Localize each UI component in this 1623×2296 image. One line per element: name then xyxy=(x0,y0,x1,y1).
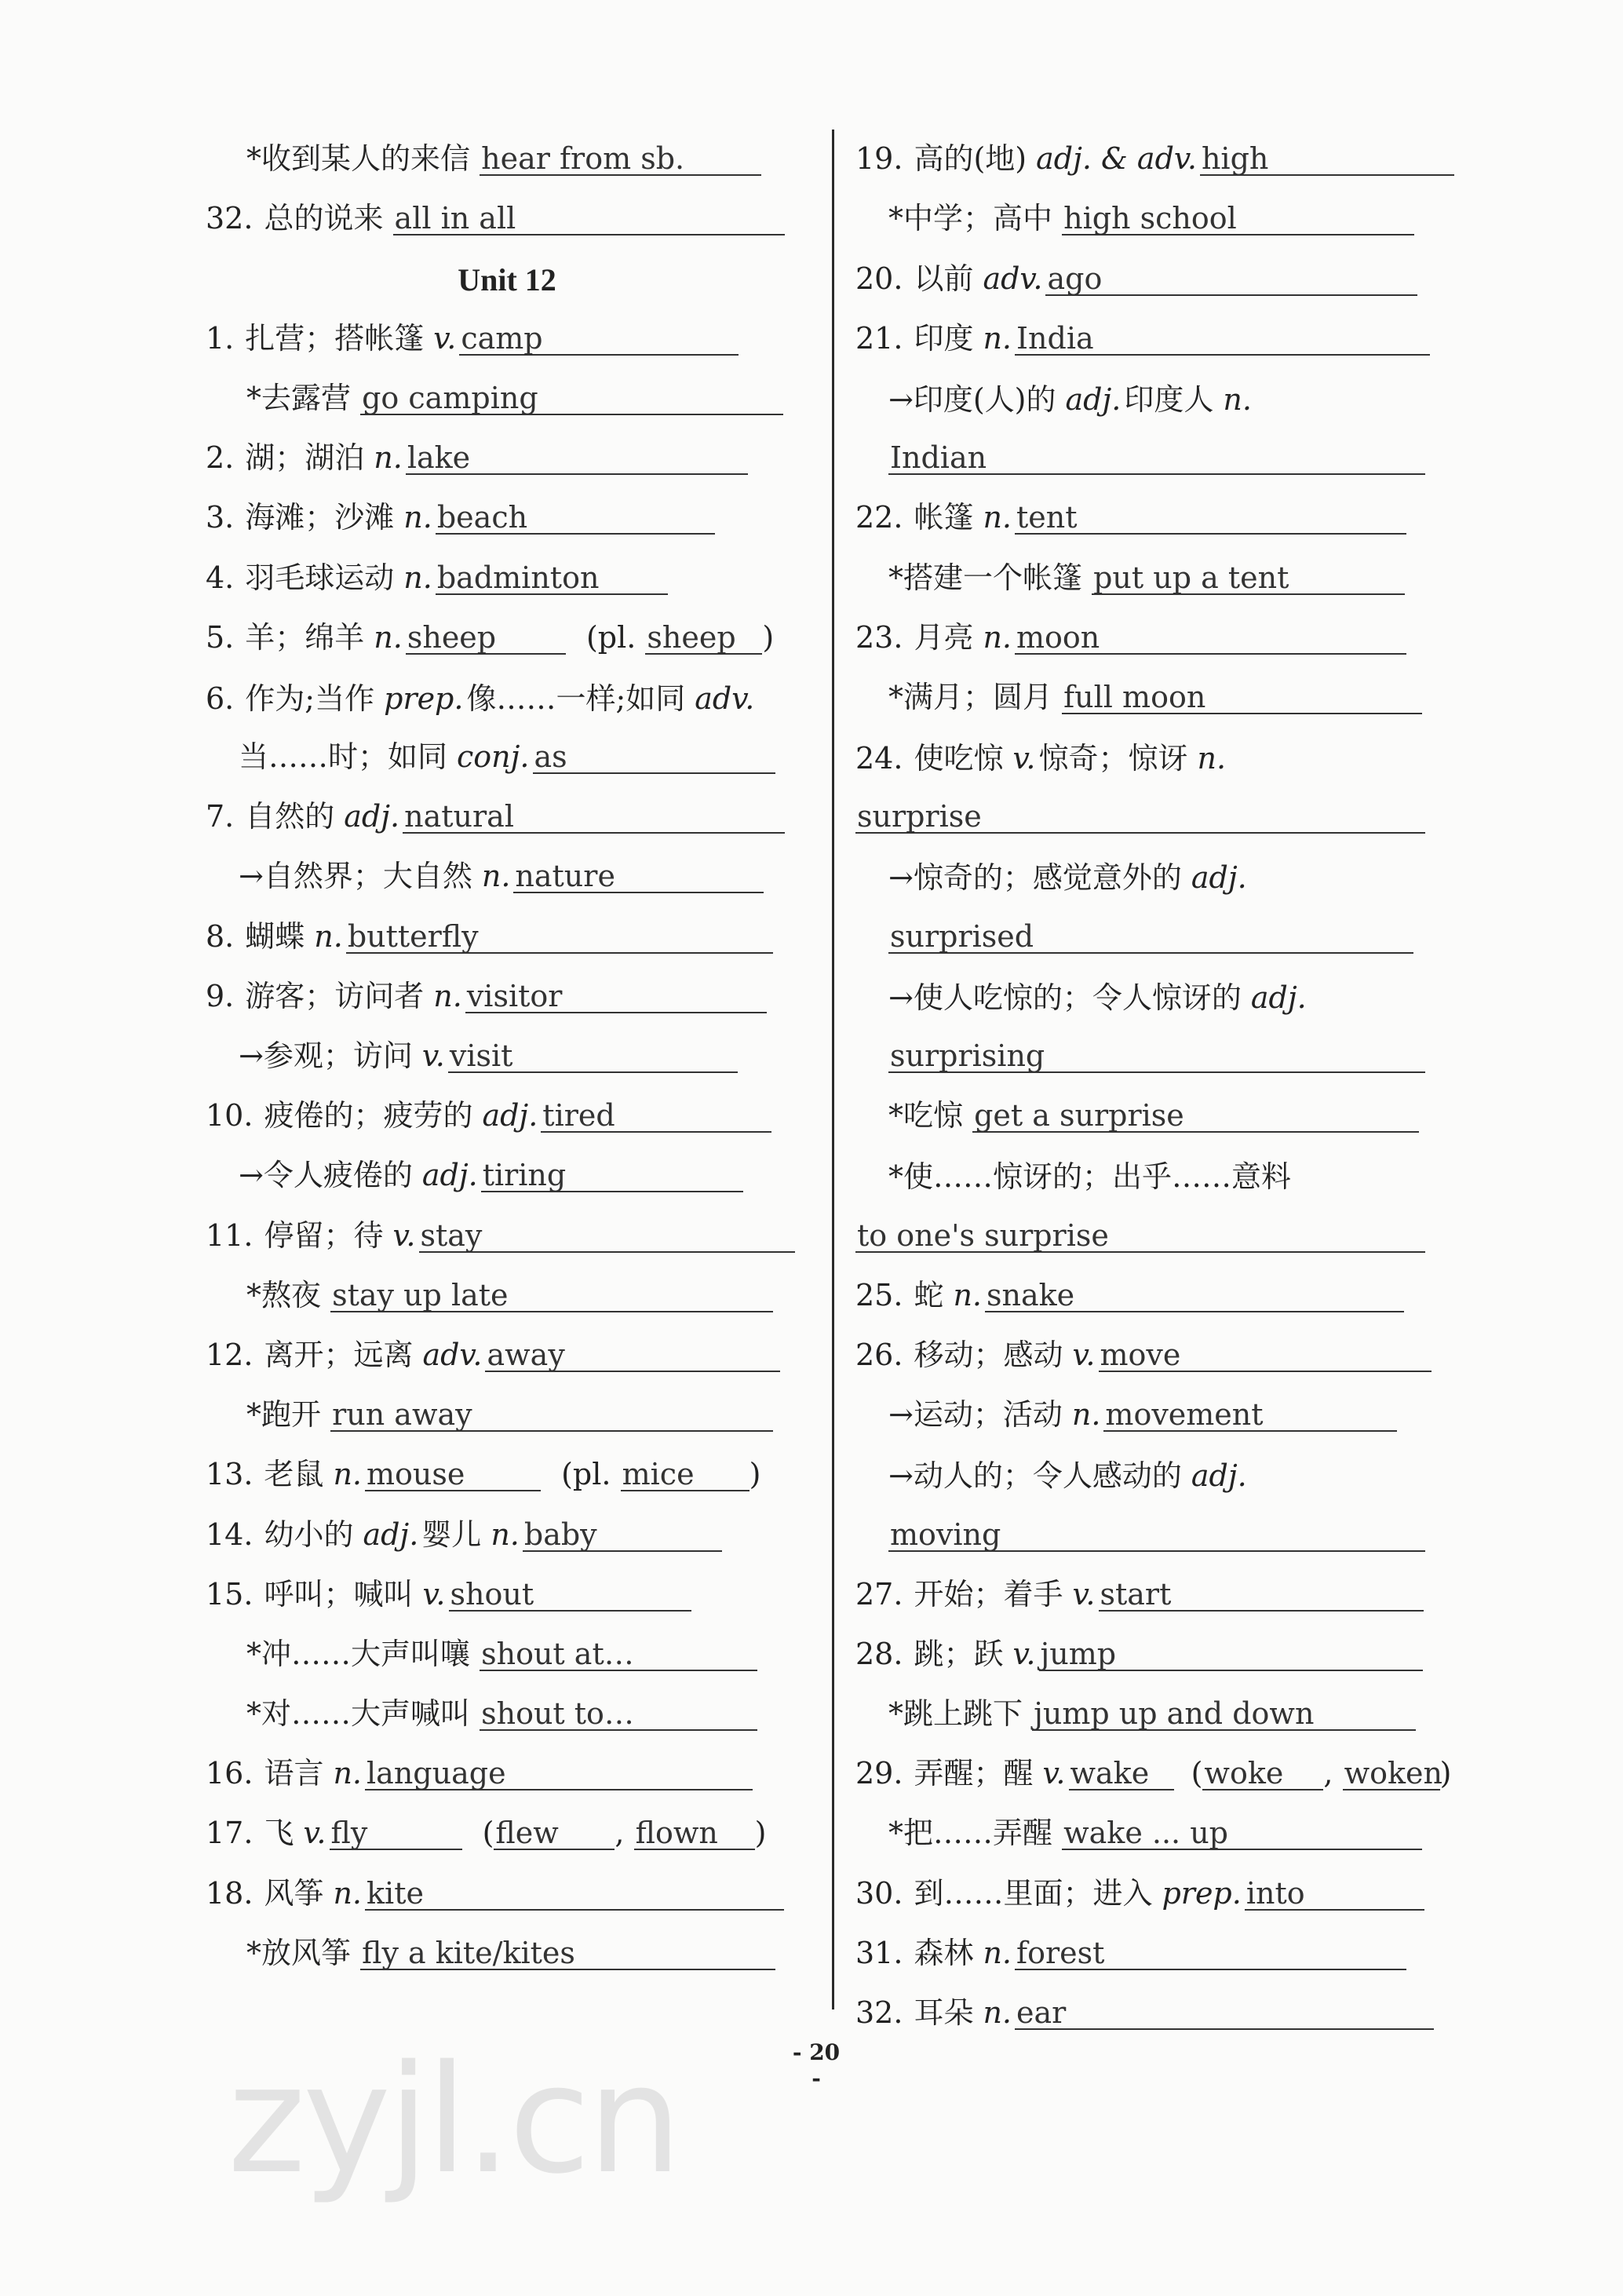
entry-label: 停留；待 xyxy=(264,1217,384,1253)
entry-label: 印度 xyxy=(914,320,974,356)
list-item xyxy=(206,425,808,484)
entry-label: 离开；远离 xyxy=(264,1337,414,1372)
part-of-speech: v. xyxy=(433,320,457,356)
entry-label: 帐篷 xyxy=(914,500,974,535)
entry-label: 开始；着手 xyxy=(914,1576,1063,1612)
part-of-speech: adj. xyxy=(421,1158,478,1193)
list-item xyxy=(855,1441,1460,1501)
paren-close: ) xyxy=(762,619,775,655)
part-of-speech: v. xyxy=(1072,1576,1096,1612)
list-item xyxy=(855,1202,1460,1261)
answer-blank-participle: woken xyxy=(1344,1756,1443,1791)
part-of-speech: n. xyxy=(403,500,432,535)
part-of-speech: adj. xyxy=(1191,1458,1247,1494)
answer-blank: butterfly xyxy=(346,921,773,954)
entry-label: *熬夜 xyxy=(246,1277,322,1312)
entry-number: 17. xyxy=(206,1816,253,1851)
list-item xyxy=(855,1860,1460,1919)
part-of-speech: adj. xyxy=(1191,860,1247,896)
answer-blank: stay up late xyxy=(330,1279,773,1312)
entry-label: *冲……大声叫嚷 xyxy=(246,1636,471,1671)
part-of-speech: v. xyxy=(421,1038,445,1073)
watermark: zyjl.cn xyxy=(228,2033,680,2207)
entry-number: 23. xyxy=(855,619,903,655)
entry-number: 13. xyxy=(206,1457,253,1492)
list-item xyxy=(206,1561,808,1621)
answer-blank: run away xyxy=(330,1399,773,1432)
list-item xyxy=(206,1681,808,1740)
answer-blank: fly a kite/kites xyxy=(360,1937,775,1970)
entry-label: 风筝 xyxy=(264,1875,324,1911)
list-item xyxy=(855,1142,1460,1202)
answer-blank: baby xyxy=(523,1519,722,1552)
answer-blank: surprised xyxy=(888,921,1413,954)
entry-label: 扎营；搭帐篷 xyxy=(245,320,425,356)
entry-number: 32. xyxy=(206,201,253,236)
entry-label: *中学；高中 xyxy=(888,201,1053,236)
entry-label: 羽毛球运动 xyxy=(245,560,395,595)
answer-blank: mouse xyxy=(365,1458,541,1491)
answer-blank: ear xyxy=(1015,1997,1434,2030)
part-of-speech: adj. xyxy=(482,1098,538,1133)
entry-label: *跳上跳下 xyxy=(888,1696,1023,1732)
entry-number: 10. xyxy=(206,1098,253,1133)
entry-number: 3. xyxy=(206,500,235,535)
answer-blank: India xyxy=(1015,323,1430,356)
paren-close: ) xyxy=(749,1457,761,1492)
left-column xyxy=(206,126,808,1980)
list-item xyxy=(855,604,1460,664)
part-of-speech: adj. & adv. xyxy=(1036,141,1197,177)
entry-label: →印度(人)的 xyxy=(888,381,1056,417)
entry-label: →自然界；大自然 xyxy=(239,859,472,894)
entry-label: 高的(地) xyxy=(914,141,1027,177)
part-of-speech: n. xyxy=(333,1457,363,1492)
answer-blank: shout to… xyxy=(480,1698,757,1731)
part-of-speech: prep. xyxy=(1162,1875,1242,1911)
part-of-speech: n. xyxy=(983,320,1012,356)
list-item xyxy=(206,783,808,843)
entry-label: *搭建一个帐篷 xyxy=(888,560,1083,595)
answer-blank: sheep xyxy=(406,622,566,655)
answer-blank: nature xyxy=(513,860,764,893)
part-of-speech: v. xyxy=(1042,1756,1066,1791)
answer-blank-plural: sheep xyxy=(645,622,762,655)
paren-open: ( xyxy=(482,1816,494,1851)
list-item xyxy=(855,1382,1460,1441)
part-of-speech: v. xyxy=(303,1816,326,1851)
answer-blank: go camping xyxy=(360,382,783,415)
entry-label: *放风筝 xyxy=(246,1935,352,1970)
entry-label: 耳朵 xyxy=(914,1995,974,2030)
answer-blank: tired xyxy=(541,1100,771,1133)
entry-number: 19. xyxy=(855,141,903,177)
entry-label: 到……里面；进入 xyxy=(914,1875,1153,1911)
list-item xyxy=(855,1621,1460,1681)
entry-label: *去露营 xyxy=(246,380,352,415)
answer-blank: forest xyxy=(1015,1937,1406,1970)
entry-label: 移动；感动 xyxy=(914,1337,1063,1372)
list-item xyxy=(206,724,808,783)
comma: , xyxy=(615,1816,625,1851)
part-of-speech-2: n. xyxy=(1197,741,1227,776)
entry-label: 海滩；沙滩 xyxy=(245,500,395,535)
list-item xyxy=(206,1621,808,1681)
list-item xyxy=(206,664,808,724)
plural-label: (pl. xyxy=(585,619,636,655)
entry-number: 22. xyxy=(855,500,903,535)
answer-blank: to one's surprise xyxy=(855,1220,1425,1253)
plural-label: (pl. xyxy=(561,1457,611,1492)
answer-blank: natural xyxy=(403,801,785,834)
list-item xyxy=(206,544,808,604)
entry-label: 当……时；如同 xyxy=(239,739,448,775)
entry-number: 4. xyxy=(206,560,235,595)
entry-number: 25. xyxy=(855,1277,903,1312)
answer-blank-past: flew xyxy=(494,1817,615,1850)
list-item xyxy=(855,425,1460,484)
part-of-speech: prep. xyxy=(384,681,464,716)
part-of-speech: n. xyxy=(433,978,462,1013)
answer-blank: full moon xyxy=(1062,681,1422,714)
entry-label-2: 惊奇；惊讶 xyxy=(1038,741,1188,776)
answer-blank: get a surprise xyxy=(972,1100,1419,1133)
list-item xyxy=(206,1262,808,1322)
entry-label: 游客；访问者 xyxy=(245,978,425,1013)
list-item xyxy=(855,1023,1460,1082)
answer-blank: move xyxy=(1099,1339,1432,1372)
answer-blank: jump up and down xyxy=(1032,1698,1416,1731)
list-item xyxy=(855,1561,1460,1621)
part-of-speech: adv. xyxy=(983,261,1043,296)
list-item xyxy=(855,1681,1460,1740)
list-item xyxy=(855,185,1460,245)
list-item xyxy=(855,1920,1460,1980)
entry-label: *收到某人的来信 xyxy=(246,141,471,177)
part-of-speech: n. xyxy=(374,619,403,655)
entry-label: *对……大声喊叫 xyxy=(246,1696,471,1732)
entry-label: 弄醒；醒 xyxy=(914,1756,1034,1791)
part-of-speech: v. xyxy=(1012,1636,1036,1671)
list-item xyxy=(206,484,808,544)
part-of-speech: adv. xyxy=(422,1337,483,1372)
entry-label: 总的说来 xyxy=(264,201,384,236)
entry-label: 疲倦的；疲劳的 xyxy=(264,1098,473,1133)
answer-blank: badminton xyxy=(436,562,668,595)
answer-blank: visit xyxy=(448,1040,738,1073)
list-item xyxy=(855,1800,1460,1860)
list-item xyxy=(206,1382,808,1441)
entry-label: 飞 xyxy=(264,1816,294,1851)
list-item xyxy=(206,843,808,903)
entry-number: 2. xyxy=(206,440,235,476)
part-of-speech: adj. xyxy=(363,1517,419,1552)
list-item xyxy=(855,1262,1460,1322)
entry-number: 30. xyxy=(855,1875,903,1911)
entry-number: 12. xyxy=(206,1337,253,1372)
entry-number: 21. xyxy=(855,320,903,356)
list-item xyxy=(855,126,1460,185)
part-of-speech: v. xyxy=(392,1217,416,1253)
part-of-speech: n. xyxy=(983,619,1012,655)
part-of-speech: adj. xyxy=(1065,381,1122,417)
part-of-speech: n. xyxy=(983,1995,1012,2030)
list-item xyxy=(855,484,1460,544)
entry-label: 作为;当作 xyxy=(245,681,375,716)
list-item xyxy=(206,1740,808,1800)
entry-label: 蝴蝶 xyxy=(245,918,305,954)
list-item xyxy=(855,1082,1460,1142)
entry-number: 11. xyxy=(206,1217,253,1253)
entry-number: 14. xyxy=(206,1517,253,1552)
entry-number: 15. xyxy=(206,1576,253,1612)
answer-blank: Indian xyxy=(888,442,1425,475)
list-item xyxy=(206,903,808,962)
entry-number: 7. xyxy=(206,799,235,834)
part-of-speech: n. xyxy=(403,560,432,595)
entry-label: →参观；访问 xyxy=(239,1038,413,1073)
list-item xyxy=(855,245,1460,305)
entry-number: 24. xyxy=(855,741,903,776)
answer-blank-plural: mice xyxy=(621,1458,749,1491)
part-of-speech: adj. xyxy=(344,799,400,834)
entry-label: 羊；绵羊 xyxy=(245,619,365,655)
part-of-speech-2: n. xyxy=(1223,381,1252,417)
answer-blank: moving xyxy=(888,1519,1425,1552)
list-item xyxy=(206,1023,808,1082)
list-item xyxy=(206,305,808,365)
part-of-speech: adj. xyxy=(1250,980,1307,1015)
answer-blank: snake xyxy=(985,1279,1404,1312)
part-of-speech: n. xyxy=(983,1935,1012,1970)
answer-blank: jump xyxy=(1039,1638,1423,1671)
answer-blank: movement xyxy=(1103,1399,1397,1432)
entry-label: 跳；跃 xyxy=(914,1636,1004,1671)
answer-blank: all in all xyxy=(393,203,785,235)
part-of-speech: n. xyxy=(983,500,1012,535)
answer-blank: visitor xyxy=(465,980,767,1013)
list-item xyxy=(206,185,808,245)
part-of-speech: n. xyxy=(333,1875,363,1911)
list-item xyxy=(855,1740,1460,1800)
paren-close: ) xyxy=(754,1816,767,1851)
entry-label: →惊奇的；感觉意外的 xyxy=(888,860,1182,896)
entry-label: *跑开 xyxy=(246,1397,322,1433)
list-item xyxy=(855,365,1460,425)
answer-blank: moon xyxy=(1015,622,1406,655)
list-item xyxy=(206,1501,808,1560)
list-item xyxy=(855,1322,1460,1382)
answer-blank: put up a tent xyxy=(1092,562,1405,595)
entry-number: 8. xyxy=(206,918,235,954)
part-of-speech: n. xyxy=(481,859,511,894)
answer-blank: surprise xyxy=(855,801,1425,834)
entry-number: 31. xyxy=(855,1935,903,1970)
answer-blank: shout xyxy=(449,1579,691,1612)
list-item xyxy=(855,1980,1460,2039)
entry-number: 18. xyxy=(206,1875,253,1911)
answer-blank: beach xyxy=(436,502,715,535)
part-of-speech: v. xyxy=(422,1576,446,1612)
entry-label: 呼叫；喊叫 xyxy=(264,1576,414,1612)
entry-label: 以前 xyxy=(914,261,974,296)
answer-blank: wake xyxy=(1069,1758,1174,1790)
list-item xyxy=(855,724,1460,783)
entry-number: 1. xyxy=(206,320,235,356)
answer-blank: fly xyxy=(330,1817,462,1850)
entry-number: 20. xyxy=(855,261,903,296)
part-of-speech: n. xyxy=(333,1756,363,1791)
list-item xyxy=(206,604,808,664)
list-item xyxy=(206,365,808,425)
list-item xyxy=(206,963,808,1023)
list-item xyxy=(855,963,1460,1023)
entry-label: 使吃惊 xyxy=(914,741,1004,776)
entry-number: 16. xyxy=(206,1756,253,1791)
list-item xyxy=(206,126,808,185)
answer-blank: hear from sb. xyxy=(480,143,761,176)
answer-blank: kite xyxy=(365,1878,784,1911)
part-of-speech: n. xyxy=(953,1277,983,1312)
list-item xyxy=(206,1322,808,1382)
list-item xyxy=(855,305,1460,365)
entry-label: *满月；圆月 xyxy=(888,679,1053,714)
entry-label: 自然的 xyxy=(245,799,335,834)
entry-number: 29. xyxy=(855,1756,903,1791)
answer-blank: lake xyxy=(406,442,748,475)
list-item xyxy=(206,1800,808,1860)
list-item xyxy=(206,1441,808,1501)
list-item xyxy=(206,1082,808,1142)
answer-blank: away xyxy=(485,1339,780,1372)
answer-blank: high school xyxy=(1062,203,1414,235)
entry-number: 9. xyxy=(206,978,235,1013)
list-item xyxy=(855,664,1460,724)
answer-blank: start xyxy=(1099,1579,1424,1612)
answer-blank: tiring xyxy=(481,1159,743,1192)
answer-blank: tent xyxy=(1015,502,1406,535)
list-item xyxy=(855,783,1460,843)
entry-number: 32. xyxy=(855,1995,903,2030)
answer-blank: wake ... up xyxy=(1062,1817,1422,1850)
answer-blank: ago xyxy=(1045,263,1417,296)
entry-label: 语言 xyxy=(264,1756,324,1791)
right-column xyxy=(855,126,1460,2039)
answer-blank: language xyxy=(365,1758,753,1790)
part-of-speech: n. xyxy=(374,440,403,476)
entry-label: 幼小的 xyxy=(264,1517,354,1552)
paren-open: ( xyxy=(1191,1756,1203,1791)
comma: , xyxy=(1323,1756,1333,1791)
entry-label: *使……惊讶的；出乎……意料 xyxy=(888,1159,1292,1195)
entry-number: 28. xyxy=(855,1636,903,1671)
section-title-row xyxy=(206,245,808,305)
entry-label: *吃惊 xyxy=(888,1098,964,1133)
list-item xyxy=(855,1501,1460,1560)
answer-blank: shout at… xyxy=(480,1638,757,1671)
answer-blank: into xyxy=(1245,1878,1424,1911)
entry-label: →使人吃惊的；令人惊讶的 xyxy=(888,980,1242,1015)
list-item xyxy=(855,544,1460,604)
list-item xyxy=(855,903,1460,962)
entry-label: 老鼠 xyxy=(264,1457,324,1492)
answer-blank-participle: flown xyxy=(634,1817,755,1850)
answer-blank: high xyxy=(1200,143,1454,176)
entry-label-2: 像……一样;如同 xyxy=(466,681,686,716)
list-item xyxy=(206,1202,808,1261)
part-of-speech: n. xyxy=(1071,1397,1101,1433)
entry-label: 湖；湖泊 xyxy=(245,440,365,476)
list-item xyxy=(206,1860,808,1919)
paren-close: ) xyxy=(1439,1756,1452,1791)
part-of-speech: n. xyxy=(314,918,343,954)
part-of-speech-2: n. xyxy=(491,1517,520,1552)
entry-label: 月亮 xyxy=(914,619,974,655)
entry-label: 森林 xyxy=(914,1935,974,1970)
part-of-speech: v. xyxy=(1072,1337,1096,1372)
part-of-speech: conj. xyxy=(457,739,530,775)
entry-number: 27. xyxy=(855,1576,903,1612)
entry-label: →动人的；令人感动的 xyxy=(888,1458,1182,1494)
list-item xyxy=(206,1142,808,1202)
entry-label-2: 印度人 xyxy=(1124,381,1214,417)
entry-number: 5. xyxy=(206,619,235,655)
answer-blank: as xyxy=(533,741,775,774)
entry-number: 6. xyxy=(206,681,235,716)
entry-label-2: 婴儿 xyxy=(421,1517,482,1552)
column-divider xyxy=(832,130,834,2009)
entry-label: 蛇 xyxy=(914,1277,944,1312)
entry-label: →运动；活动 xyxy=(888,1397,1063,1433)
answer-blank: surprising xyxy=(888,1040,1425,1073)
entry-number: 26. xyxy=(855,1337,903,1372)
list-item xyxy=(855,843,1460,903)
answer-blank-past: woke xyxy=(1202,1758,1323,1790)
entry-label: →令人疲倦的 xyxy=(239,1158,413,1193)
page-number: - 20 - xyxy=(792,2039,841,2091)
unit-title: Unit 12 xyxy=(458,261,556,297)
part-of-speech-2: adv. xyxy=(695,681,755,716)
answer-blank: stay xyxy=(419,1220,795,1253)
list-item xyxy=(206,1920,808,1980)
answer-blank: camp xyxy=(459,323,739,356)
entry-label: *把……弄醒 xyxy=(888,1816,1053,1851)
part-of-speech: v. xyxy=(1012,741,1036,776)
